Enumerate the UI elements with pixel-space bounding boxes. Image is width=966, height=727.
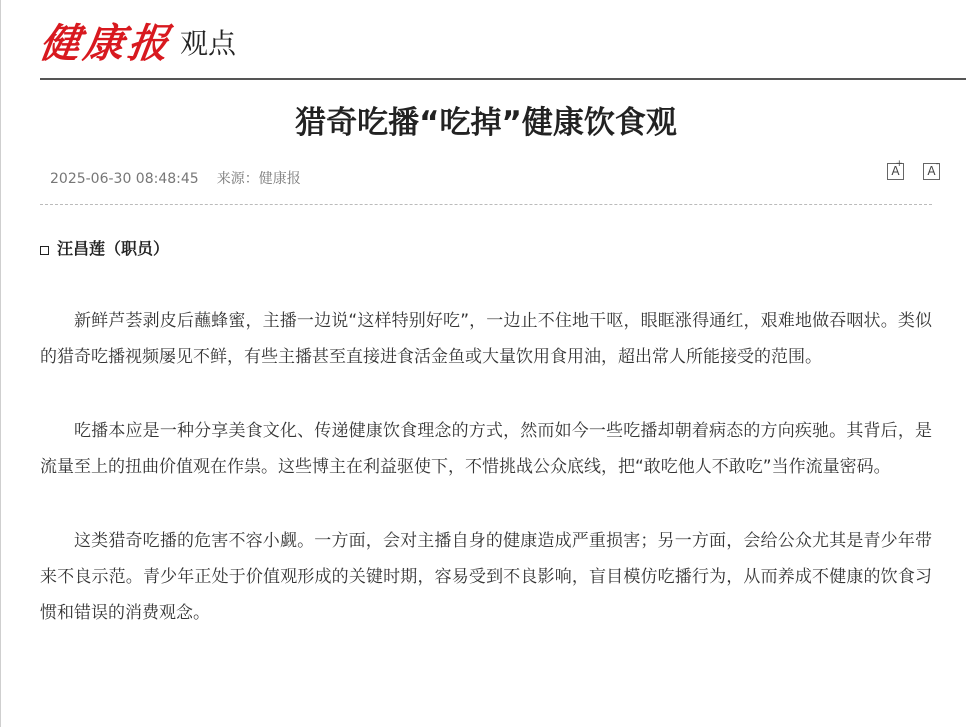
font-size-tools — [887, 159, 940, 180]
site-header — [36, 12, 237, 72]
plus-icon: + — [895, 159, 903, 169]
section-name[interactable]: 观点 — [180, 27, 237, 60]
font-decrease-icon: A — [927, 164, 936, 178]
header-divider — [40, 78, 966, 80]
meta-divider — [40, 204, 932, 205]
author-line — [40, 236, 169, 262]
article-body — [40, 303, 932, 669]
article-paragraph: 吃播本应是一种分享美食文化、传递健康饮食理念的方式，然而如今一些吃播却朝着病态的方向疾驰。其背后，是流量至上的扭曲价值观在作祟。这些博主在利益驱使下，不惜挑战公众底线，把“敢吃他人不敢吃”当作流量密码。 — [40, 421, 932, 477]
font-decrease-button[interactable] — [923, 159, 940, 180]
publish-datetime: 2025-06-30 08:48:45 — [50, 171, 199, 187]
article-source: 来源：健康报 — [216, 171, 301, 187]
square-bullet-icon — [40, 246, 49, 255]
font-increase-icon: A — [891, 164, 900, 178]
page-left-border — [0, 0, 1, 727]
font-increase-button[interactable] — [887, 159, 904, 180]
article-paragraph: 新鲜芦荟剥皮后蘸蜂蜜，主播一边说“这样特别好吃”，一边止不住地干呕，眼眶涨得通红，艰难地做吞咽状。类似的猎奇吃播视频屡见不鲜，有些主播甚至直接进食活金鱼或大量饮用食用油，超出常人所能接受的范围。 — [40, 311, 932, 367]
brand-logo[interactable]: 健康报 — [36, 20, 176, 67]
article-paragraph: 这类猎奇吃播的危害不容小觑。一方面，会对主播自身的健康造成严重损害；另一方面，会给公众尤其是青少年带来不良示范。青少年正处于价值观形成的关键时期，容易受到不良影响，盲目模仿吃播行为，从而养成不健康的饮食习惯和错误的消费观念。 — [40, 531, 932, 623]
article-meta — [50, 168, 301, 190]
author-name: 汪昌莲（职员） — [57, 239, 170, 258]
article-title: 猎奇吃播“吃掉”健康饮食观 — [295, 105, 677, 141]
minus-icon: - — [935, 159, 939, 169]
